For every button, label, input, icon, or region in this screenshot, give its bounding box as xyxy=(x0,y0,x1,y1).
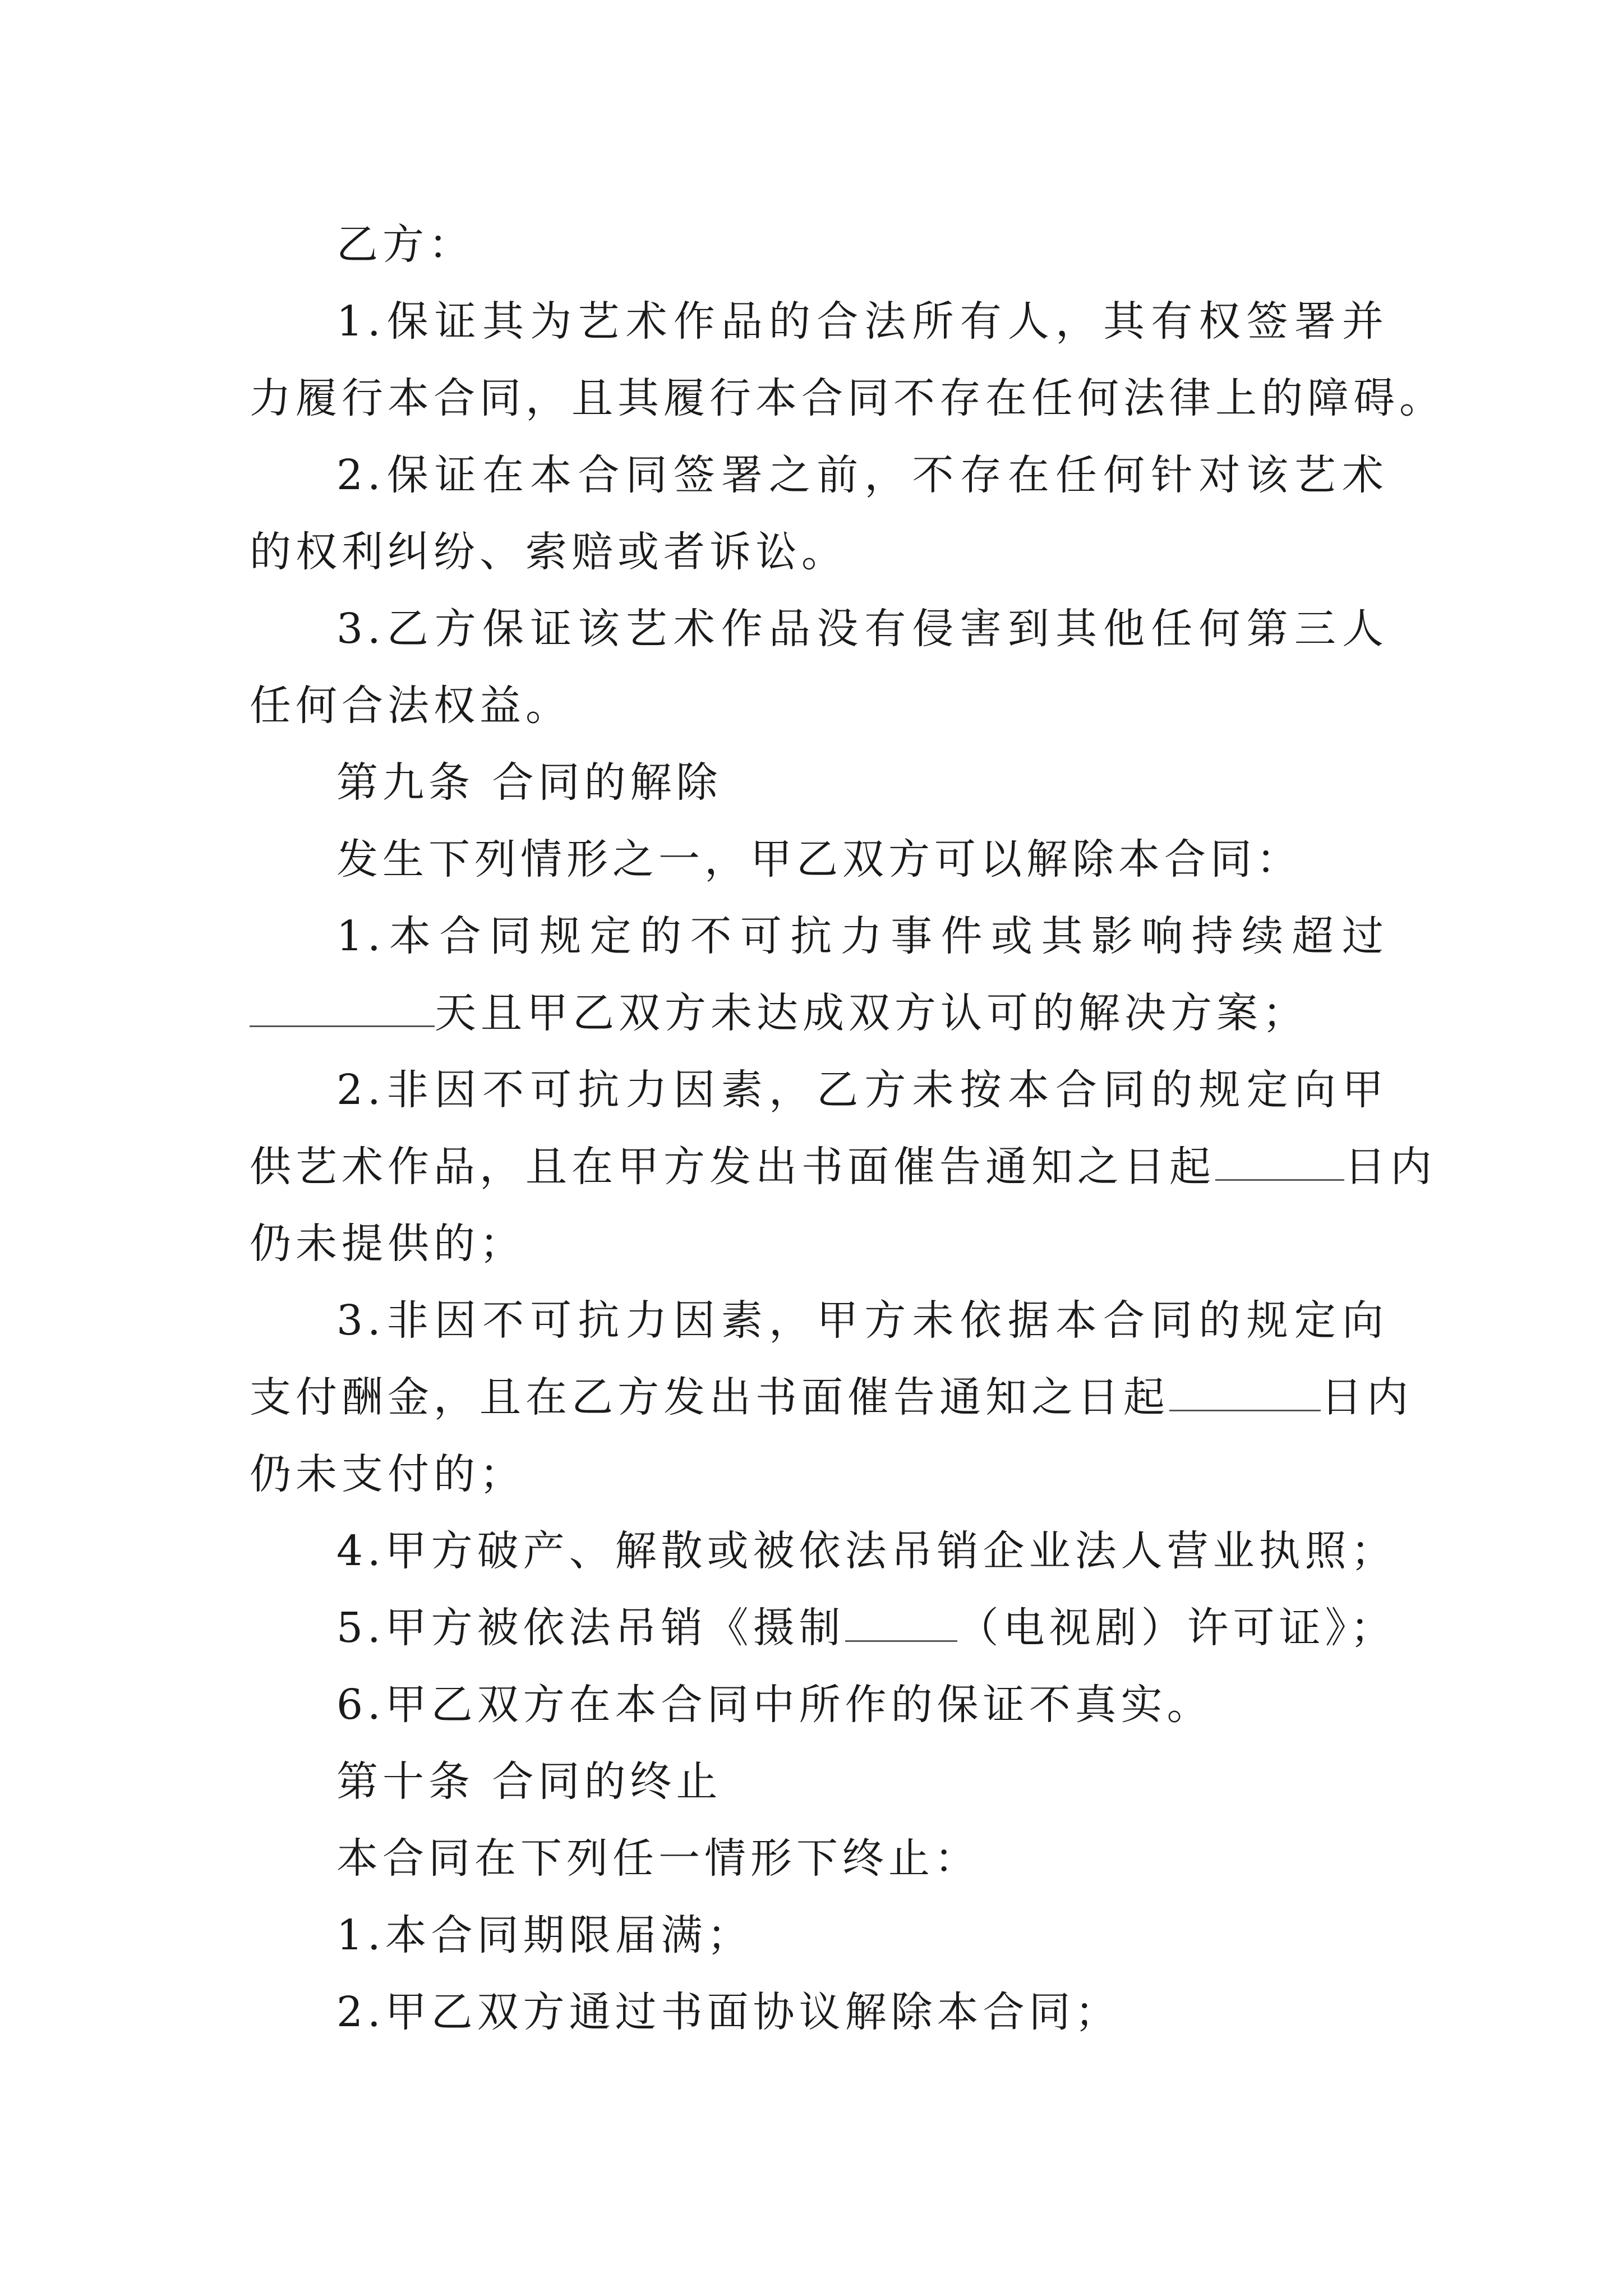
party-b-heading: 乙方： xyxy=(336,220,474,269)
clause-9-3-line2-suffix: 日内 xyxy=(1321,1373,1413,1421)
clause-9-2-line3: 仍未提供的； xyxy=(250,1220,525,1268)
clause-9-1-line2 xyxy=(250,975,1388,1052)
article-10-title: 第十条 合同的终止 xyxy=(336,1757,722,1806)
fill-in-blank-days xyxy=(1215,1144,1344,1181)
clause-b3-line2: 任何合法权益。 xyxy=(250,682,571,730)
clause-9-3-line1: 3.非因不可抗力因素，甲方未依据本合同的规定向 xyxy=(336,1296,1388,1345)
clause-b1-line2: 力履行本合同，且其履行本合同不存在任何法律上的障碍。 xyxy=(250,374,1445,422)
clause-b2-line2: 的权利纠纷、索赔或者诉讼。 xyxy=(250,528,847,576)
clause-9-2-line2-text: 供艺术作品，且在甲方发出书面催告通知之日起 xyxy=(250,1143,1215,1191)
clause-9-2-line2-suffix: 日内 xyxy=(1344,1143,1436,1191)
clause-10-2: 2.甲乙双方通过书面协议解除本合同； xyxy=(336,1988,1121,2036)
article-9-title: 第九条 合同的解除 xyxy=(336,758,722,807)
fill-in-blank-name xyxy=(845,1605,957,1642)
clause-9-5-text: 5.甲方被依法吊销《摄制 xyxy=(336,1604,845,1652)
article-9-intro: 发生下列情形之一，甲乙双方可以解除本合同： xyxy=(336,835,1302,884)
clause-b1-line1: 1.保证其为艺术作品的合法所有人，其有权签署并 xyxy=(336,297,1388,346)
clause-9-3-line3: 仍未支付的； xyxy=(250,1450,525,1498)
clause-9-2-line2 xyxy=(250,1129,1436,1205)
clause-9-2-line1: 2.非因不可抗力因素，乙方未按本合同的规定向甲 xyxy=(336,1066,1388,1114)
article-10-intro: 本合同在下列任一情形下终止： xyxy=(336,1834,980,1883)
clause-b3-line1: 3.乙方保证该艺术作品没有侵害到其他任何第三人 xyxy=(336,605,1388,653)
clause-9-4: 4.甲方破产、解散或被依法吊销企业法人营业执照； xyxy=(336,1527,1397,1575)
fill-in-blank-days xyxy=(1169,1375,1321,1411)
clause-9-5-suffix: （电视剧）许可证》； xyxy=(957,1604,1396,1652)
clause-9-1-line2-text: 天且甲乙双方未达成双方认可的解决方案； xyxy=(435,989,1308,1037)
clause-10-1: 1.本合同期限届满； xyxy=(336,1911,753,1959)
contract-text xyxy=(250,206,1445,2051)
clause-9-3-line2-text: 支付酬金，且在乙方发出书面催告通知之日起 xyxy=(250,1373,1169,1421)
clause-9-1-line1: 1.本合同规定的不可抗力事件或其影响持续超过 xyxy=(336,912,1388,960)
fill-in-blank-days xyxy=(250,991,435,1027)
clause-9-5 xyxy=(250,1590,1396,1667)
clause-9-3-line2 xyxy=(250,1359,1413,1436)
clause-b2-line1: 2.保证在本合同签署之前，不存在任何针对该艺术 xyxy=(336,451,1388,499)
clause-9-6: 6.甲乙双方在本合同中所作的保证不真实。 xyxy=(336,1681,1213,1729)
